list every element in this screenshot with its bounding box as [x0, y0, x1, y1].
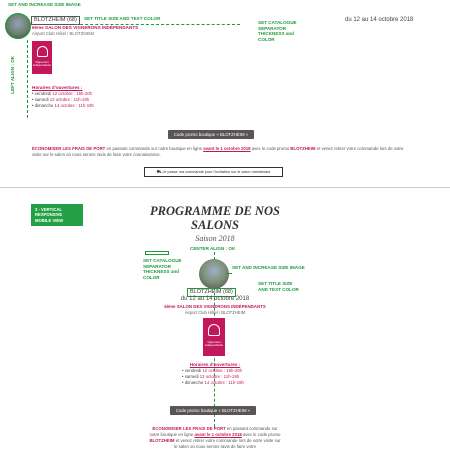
horaire-item: • samedi 13 octobre : 11h-19h — [182, 374, 240, 379]
left-align-guide — [27, 40, 28, 118]
note-size-image-mobile: SET AND INCREASE SIZE IMAGE — [232, 265, 305, 270]
note-left-align: LEFT ALIGN : OK — [10, 55, 16, 94]
season-subtitle: Saison 2018 — [195, 234, 235, 243]
economiser-link[interactable]: avant le 1 octobre 2018 — [203, 146, 251, 151]
date-mobile: du 12 au 14 octobre 2018 — [180, 296, 250, 302]
logo-text: Vignerons indépendants — [32, 60, 52, 68]
economiser-text-top: ÉCONOMISER LES FRAIS DE PORT en passant commande sur notre boutique en ligne avant le 1 octobre 2018 avec le code promo BLOTZHEIM et venez retirer votre commande lors de votre visite sur le salon où nous serons ravis de faire votre connaissance. — [32, 146, 404, 157]
cart-icon: ⛟ — [156, 170, 163, 174]
venue-top: Airport Club Hôtel / BLOTZHEIM — [32, 31, 95, 36]
vignerons-logo-top — [32, 41, 52, 74]
catalogue-box-marker — [145, 251, 169, 255]
title-box-top: BLOTZHEIM (68) — [31, 16, 80, 25]
salon-thumbnail-image-mobile — [199, 259, 229, 289]
horaires-title-top: Horaires d'ouvertures : — [32, 85, 83, 90]
date-top: du 12 au 14 octobre 2018 — [345, 17, 414, 23]
note-title-top: SET TITLE SIZE AND TEXT COLOR — [84, 16, 161, 21]
note-title-mobile: SET TITLE SIZE AND TEXT COLOR — [258, 281, 299, 292]
horaire-item: • dimanche 14 octobre : 11h-19h — [182, 380, 244, 385]
logo-text: Vignerons indépendants — [204, 340, 224, 348]
section-divider — [0, 187, 450, 188]
note-catalogue-top: SET CATALOGUE SEPARATOR THICKNESS and COLOR — [258, 20, 297, 42]
horaire-item: • vendredi 12 octobre : 15h-20h — [32, 91, 93, 96]
economiser-text-mobile: ÉCONOMISER LES FRAIS DE PORT en passant commande sur notre boutique en ligne avant le 1 octobre 2018 avec le code promo BLOTZHEIM et venez retirer votre commande lors de votre visite sur le salon où nous serons ravis de faire votre — [149, 426, 281, 449]
promo-code-button-mobile[interactable]: Code promo boutique « BLOTZHEIM » — [170, 406, 256, 415]
bottle-icon — [37, 46, 48, 57]
title-box-mobile: BLOTZHEIM (68) — [187, 288, 236, 297]
programme-heading: PROGRAMME DE NOS SALONS — [150, 204, 280, 232]
note-catalogue-mobile: SET CATALOGUE SEPARATOR THICKNESS and COLOR — [143, 258, 182, 280]
invitation-order-button[interactable]: ⛟ Je passe ma commande pour l'invitation sur le salon maintenant — [144, 167, 283, 177]
salon-thumbnail-image — [5, 13, 31, 39]
promo-code-button-top[interactable]: Code promo boutique « BLOTZHEIM » — [168, 130, 254, 139]
economiser-link-mobile[interactable]: avant le 1 octobre 2018 — [194, 432, 242, 437]
horaires-list-top — [32, 91, 94, 109]
salon-name-mobile: 6ème SALON DES VIGNERONS INDÉPENDANTS — [164, 304, 266, 309]
horaire-item: • vendredi 12 octobre : 15h-20h — [182, 368, 243, 373]
separator-line-top — [75, 24, 240, 25]
horaire-item: • samedi 13 octobre : 11h-19h — [32, 97, 90, 102]
mobile-view-badge: 3 - VERTICAL RESPONSIVE MOBILE VIEW — [31, 204, 83, 226]
vignerons-logo-mobile — [203, 318, 225, 356]
salon-name-top: 6ème SALON DES VIGNERONS INDÉPENDANTS — [32, 25, 139, 30]
horaire-item: • dimanche 14 octobre : 11h-19h — [32, 103, 94, 108]
note-center-align: CENTER ALIGN : OK — [190, 246, 236, 251]
horaires-title-mobile: Horaires d'ouvertures : — [189, 362, 241, 367]
venue-mobile: Airport Club Hôtel / BLOTZHEIM — [184, 310, 246, 315]
note-size-image-top: SET AND INCREASE SIZE IMAGE — [8, 2, 81, 7]
horaires-list-mobile — [182, 368, 244, 386]
image-pointer — [226, 273, 232, 274]
bottle-icon — [208, 324, 220, 336]
